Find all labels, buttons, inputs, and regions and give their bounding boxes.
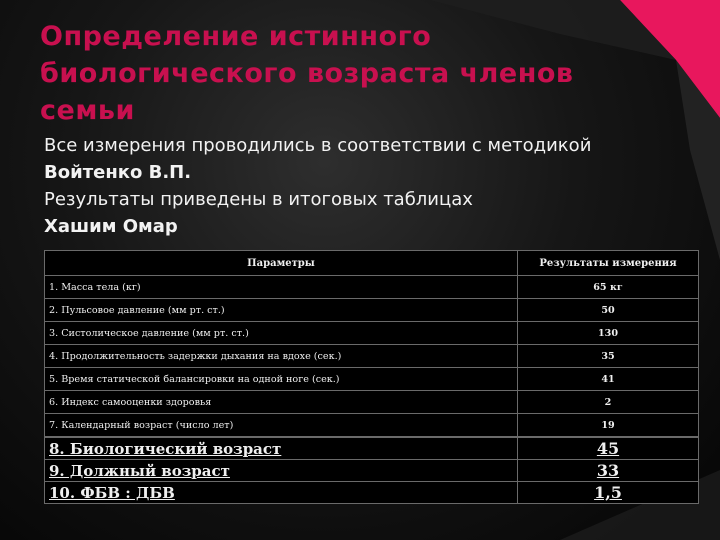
param-cell: 4. Продолжительность задержки дыхания на вдохе (сек.) — [45, 345, 518, 368]
param-cell: 6. Индекс самооценки здоровья — [45, 391, 518, 414]
param-cell: 5. Время статической балансировки на одной ноге (сек.) — [45, 368, 518, 391]
value-cell: 35 — [518, 345, 699, 368]
table-row — [45, 391, 699, 414]
param-cell: 3. Систолическое давление (мм рт. ст.) — [45, 322, 518, 345]
summary-row — [45, 437, 699, 460]
results-table-container — [44, 250, 699, 504]
param-cell: 2. Пульсовое давление (мм рт. ст.) — [45, 299, 518, 322]
body-text — [44, 132, 684, 240]
results-line: Результаты приведены в итоговых таблицах — [44, 189, 473, 210]
table-row — [45, 322, 699, 345]
table-header-row — [45, 251, 699, 276]
table-row — [45, 276, 699, 299]
param-cell: 1. Масса тела (кг) — [45, 276, 518, 299]
slide-title: Определение истинного биологического возраста членов семьи — [40, 21, 574, 126]
table-row — [45, 345, 699, 368]
table-row — [45, 368, 699, 391]
summary-value-cell: 33 — [518, 460, 699, 482]
value-cell: 50 — [518, 299, 699, 322]
summary-param-cell: 8. Биологический возраст — [45, 437, 518, 460]
subject-name: Хашим Омар — [44, 216, 178, 237]
header-parameters: Параметры — [45, 251, 518, 276]
value-cell: 41 — [518, 368, 699, 391]
summary-param-cell: 9. Должный возраст — [45, 460, 518, 482]
value-cell: 2 — [518, 391, 699, 414]
summary-param-cell: 10. ФБВ : ДБВ — [45, 482, 518, 504]
table-row — [45, 299, 699, 322]
results-table — [44, 250, 699, 504]
value-cell: 19 — [518, 414, 699, 438]
param-cell: 7. Календарный возраст (число лет) — [45, 414, 518, 438]
header-results: Результаты измерения — [518, 251, 699, 276]
summary-value-cell: 45 — [518, 437, 699, 460]
methodology-line: Все измерения проводились в соответствии с методикой — [44, 135, 592, 156]
table-row — [45, 414, 699, 438]
summary-row — [45, 460, 699, 482]
value-cell: 130 — [518, 322, 699, 345]
summary-value-cell: 1,5 — [518, 482, 699, 504]
author-name: Войтенко В.П. — [44, 162, 192, 183]
value-cell: 65 кг — [518, 276, 699, 299]
summary-row — [45, 482, 699, 504]
